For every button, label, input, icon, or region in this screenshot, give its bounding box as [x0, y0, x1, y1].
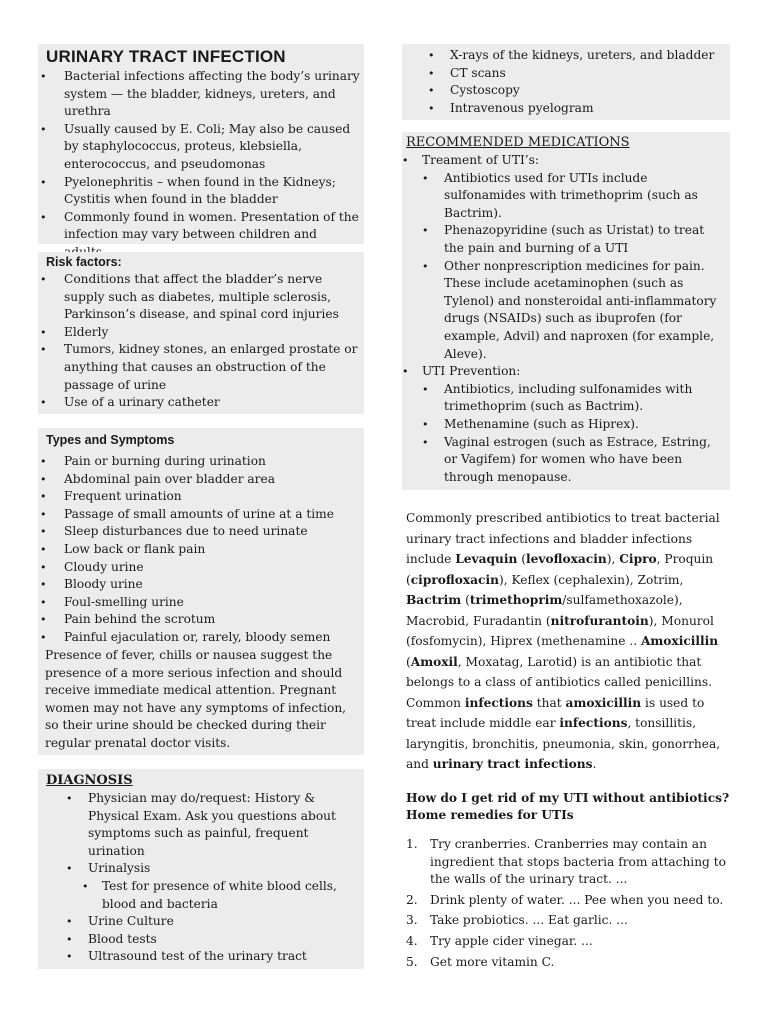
list-item — [406, 954, 728, 972]
list-item: • Antibiotics, including sulfonamides with trimethoprim (such as Bactrim). — [402, 381, 726, 416]
list-item: • Sleep disturbances due to need urinate — [40, 523, 360, 541]
page-title: URINARY TRACT INFECTION — [46, 47, 286, 66]
list-item: • Vaginal estrogen (such as Estrace, Estring, or Vagifem) for women who have been through menopause. — [402, 434, 726, 487]
urinalysis-label: Urinalysis — [88, 861, 151, 876]
keyword: infections — [464, 695, 533, 710]
list-item: • Abdominal pain over bladder area — [40, 471, 360, 489]
drug-name: amoxicillin — [565, 695, 642, 710]
drug-name: Amoxil — [410, 654, 458, 669]
list-item: • Pain or burning during urination — [40, 453, 360, 471]
list-item: • Painful ejaculation or, rarely, bloody semen — [40, 629, 360, 647]
list-item: • Antibiotics used for UTIs include sulfonamides with trimethoprim (such as Bactrim). — [402, 170, 726, 223]
drug-name: Amoxicillin — [640, 634, 719, 648]
list-item: • CT scans — [402, 65, 722, 83]
list-item: • Test for presence of white blood cells, blood and bacteria — [40, 878, 340, 913]
symptoms-list — [40, 453, 360, 647]
list-item: • Phenazopyridine (such as Uristat) to treat the pain and burning of a UTI — [402, 222, 726, 257]
list-item: • Other nonprescription medicines for pain. These include acetaminophen (such as Tylenol) and nonsteroidal anti-inflammatory drugs (NSAIDs) such as ibuprofen (for example, Advil) and naproxen (for example, Aleve). — [402, 258, 726, 364]
list-item: • Physician may do/request: History & Physical Exam. Ask you questions about symptoms such as painful, frequent urination — [40, 790, 340, 860]
drug-name: nitrofurantoin — [550, 613, 649, 628]
symptoms-note: Presence of fever, chills or nausea suggest the presence of a more serious infection and should receive immediate medical attention. Pregnant women may not have any symptoms of infection, so their urine should be checked during their regular prenatal doctor visits. — [45, 648, 347, 750]
list-item: • Use of a urinary catheter — [40, 394, 358, 412]
text: ), Monurol (fosfomycin), Hiprex (methenamine .. — [406, 613, 714, 648]
remedies-heading: How do I get rid of my UTI without antibiotics? Home remedies for UTIs — [406, 791, 730, 822]
drug-name: Cipro — [619, 552, 657, 566]
text: , Moxatag, Larotid) is an antibiotic that belongs to a class of antibiotics called penicillins. Common — [406, 654, 713, 710]
keyword: urinary tract infections — [432, 757, 593, 771]
list-item: • Pyelonephritis – when found in the Kidneys; Cystitis when found in the bladder — [40, 174, 362, 209]
prevention-label: UTI Prevention: — [422, 364, 521, 379]
list-text: Get more vitamin C. — [430, 954, 555, 969]
treatment-sublist — [402, 170, 726, 364]
list-item: • Tumors, kidney stones, an enlarged prostate or anything that causes an obstruction of the passage of urine — [40, 341, 358, 394]
medications-heading-text: RECOMMENDED MEDICATIONS — [406, 135, 630, 150]
list-number: 4. — [406, 933, 418, 948]
text: ), Keflex (cephalexin), Zotrim, — [498, 572, 684, 587]
drug-name: levofloxacin — [526, 552, 607, 566]
drug-name: Levaquin — [455, 552, 518, 566]
list-number: 1. — [406, 837, 418, 851]
prevention-sublist — [402, 381, 726, 487]
list-item — [402, 363, 726, 486]
list-item: • Elderly — [40, 324, 358, 342]
text: , tonsillitis, laryngitis, bronchitis, pneumonia, skin, gonorrhea, and — [406, 716, 721, 771]
keyword: infections — [559, 716, 628, 730]
list-item: • Pain behind the scrotum — [40, 611, 360, 629]
list-item: • Intravenous pyelogram — [402, 100, 722, 118]
remedies-list — [406, 836, 728, 974]
diagnosis-heading-text: DIAGNOSIS — [46, 773, 133, 788]
list-item: • Bloody urine — [40, 576, 360, 594]
drug-name: Bactrim — [406, 593, 462, 607]
list-item — [406, 933, 728, 951]
list-item: • Ultrasound test of the urinary tract — [40, 948, 340, 966]
list-item: • Cloudy urine — [40, 559, 360, 577]
list-number: 2. — [406, 892, 418, 907]
list-text: Try apple cider vinegar. ... — [430, 933, 593, 948]
diagnosis-heading — [46, 772, 133, 790]
text: Commonly prescribed antibiotics to treat bacterial urinary tract infections and bladder infections include — [406, 511, 720, 566]
list-item: • Bacterial infections affecting the body’s urinary system — the bladder, kidneys, ureters, and urethra — [40, 68, 362, 121]
text: /sulfamethoxazole), Macrobid, Furadantin ( — [406, 593, 683, 628]
list-item — [40, 860, 340, 913]
list-text: Drink plenty of water. ... Pee when you need to. — [430, 892, 724, 907]
text: that — [532, 695, 566, 710]
list-item — [406, 912, 728, 930]
list-number: 3. — [406, 913, 418, 928]
list-number: 5. — [406, 954, 418, 969]
medications-heading — [406, 134, 630, 152]
text: , Proquin ( — [406, 552, 714, 587]
symptoms-heading: Types and Symptoms — [46, 433, 175, 447]
medications-list — [402, 152, 726, 486]
list-item — [406, 836, 728, 889]
drug-name: ciprofloxacin — [410, 572, 499, 587]
text: is used to treat include middle ear — [406, 695, 705, 730]
list-item: • Frequent urination — [40, 488, 360, 506]
urinalysis-sublist — [40, 878, 340, 913]
list-item: • Conditions that affect the bladder’s nerve supply such as diabetes, multiple sclerosis, Parkinson’s disease, and spinal cord injuries — [40, 271, 358, 324]
list-item: • X-rays of the kidneys, ureters, and bladder — [402, 47, 722, 65]
list-item: • Blood tests — [40, 931, 340, 949]
list-item — [406, 892, 728, 910]
list-text: Take probiotics. ... Eat garlic. ... — [430, 913, 628, 928]
list-item: • Commonly found in women. Presentation of the infection may vary between children and — [40, 209, 362, 262]
list-item: • Foul-smelling urine — [40, 594, 360, 612]
risk-heading: Risk factors: — [46, 255, 122, 269]
antibiotics-paragraph: Commonly prescribed antibiotics to treat bacterial urinary tract infections and bladder infections include Levaquin (levofloxacin), Cipro, Proquin (ciprofloxacin), Keflex (cephalexin), Zotrim, Bactrim (trimethoprim/sulfamethoxazole), Macrobid, Furadantin (nitrofurantoin), Monurol (fosfomycin), Hiprex (methenamine .. Amoxicillin (Amoxil, Moxatag, Larotid) is an antibiotic that belongs to a class of antibiotics called penicillins. Common infections that amoxicillin is used to treat include middle ear infections, tonsillitis, laryngitis, bronchitis, pneumonia, skin, gonorrhea, and urinary tract infections. — [406, 511, 721, 771]
drug-name: trimethoprim — [469, 593, 563, 607]
diagnosis-list-continued — [402, 47, 722, 117]
list-item: • Methenamine (such as Hiprex). — [402, 416, 726, 434]
list-item: • Usually caused by E. Coli; May also be caused by staphylococcus, proteus, klebsiella, enterococcus, and pseudomonas — [40, 121, 362, 174]
diagnosis-list — [40, 790, 340, 966]
list-item: • Cystoscopy — [402, 82, 722, 100]
list-text: Try cranberries. Cranberries may contain an ingredient that stops bacteria from attaching to the walls of the urinary tract. ... — [430, 837, 726, 887]
list-item — [402, 152, 726, 363]
risk-list — [40, 271, 358, 412]
treatment-label: Treament of UTI’s: — [422, 153, 539, 167]
list-item: • Low back or flank pain — [40, 541, 360, 559]
intro-list — [40, 68, 362, 262]
list-item: • Passage of small amounts of urine at a time — [40, 506, 360, 524]
list-item: • Urine Culture — [40, 913, 340, 931]
text: . — [592, 757, 597, 771]
